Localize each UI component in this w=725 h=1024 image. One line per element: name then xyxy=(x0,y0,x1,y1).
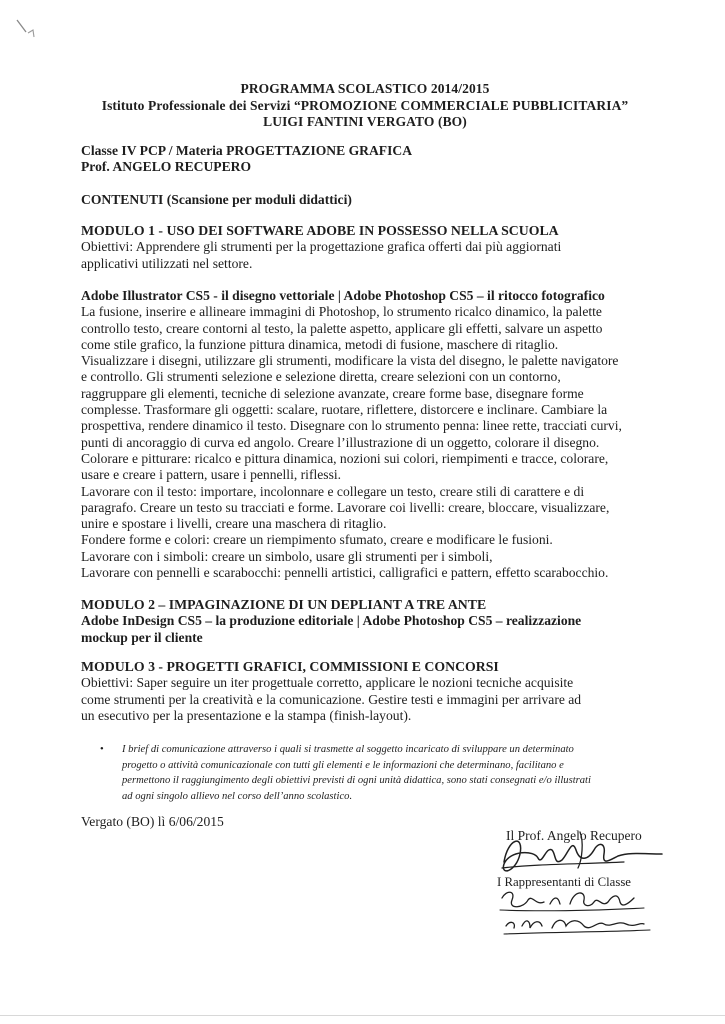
representatives-signature-label: I Rappresentanti di Classe xyxy=(497,875,631,889)
module-1-objective-line: Obiettivi: Apprendere gli strumenti per la progettazione grafica offerti dai più aggiornati xyxy=(81,239,562,255)
module-1-body-line: raggruppare gli elementi, tecniche di selezione avanzate, creare forme base, disegnare forme xyxy=(81,385,584,401)
class-subject-line: Classe IV PCP / Materia PROGETTAZIONE GRAFICA xyxy=(81,143,413,158)
module-1-body-line: come stile grafico, la funzione pittura dinamica, metodi di fusione, maschere di ritaglio. xyxy=(81,336,559,352)
module-1-body-line: Visualizzare i disegni, utilizzare gli strumenti, modificare la vista del disegno, le palette navigatore xyxy=(81,353,619,369)
note-line: permettono il raggiungimento degli obiettivi previsti di ogni unità didattica, sono stati consegnati e/o illustrati xyxy=(122,775,591,786)
module-1-body-line: Colorare e pitturare: ricalco e pittura dinamica, nozioni sui colori, riempimenti e tracce, colorare, xyxy=(81,450,609,466)
note-line: I brief di comunicazione attraverso i quali si trasmette al soggetto incaricato di sviluppare un determinato xyxy=(122,744,574,755)
module-2-title: MODULO 2 – IMPAGINAZIONE DI UN DEPLIANT A TRE ANTE xyxy=(81,597,487,612)
module-3-body-line: Obiettivi: Saper seguire un iter progettuale corretto, applicare le nozioni tecniche acquisite xyxy=(81,675,574,691)
module-3-body-line: come strumenti per la creatività e la comunicazione. Gestire testi e immagini per arrivare ad xyxy=(81,691,582,707)
module-1-body-line: Fondere forme e colori: creare un riempimento sfumato, creare e modificare le fusioni. xyxy=(81,532,553,548)
corner-scan-mark xyxy=(14,18,40,44)
page-bottom-edge xyxy=(0,1015,725,1016)
brief-note xyxy=(100,742,660,804)
bullet-point: • xyxy=(100,744,104,755)
module-3-body-line: un esecutivo per la presentazione e la stampa (finish-layout). xyxy=(81,707,412,723)
module-1-title: MODULO 1 - USO DEI SOFTWARE ADOBE IN POSSESSO NELLA SCUOLA xyxy=(81,223,559,238)
module-2-subtitle-line: Adobe InDesign CS5 – la produzione editoriale | Adobe Photoshop CS5 – realizzazione xyxy=(81,613,582,629)
teacher-line: Prof. ANGELO RECUPERO xyxy=(81,159,252,175)
header-program-title: PROGRAMMA SCOLASTICO 2014/2015 xyxy=(240,81,490,96)
note-line: ad ogni singolo allievo nel corso dell’anno scolastico. xyxy=(122,790,353,802)
module-1-body-line: usare e creare i pattern, usare i pennelli, riflessi. xyxy=(81,467,342,483)
signature-area xyxy=(494,820,674,940)
module-1-body-line: paragrafo. Creare un testo su tracciati e forme. Lavorare coi livelli: creare, bloccare, visualizzare, xyxy=(81,499,610,515)
module-1-body-line: prospettiva, rendere dinamico il testo. Disegnare con lo strumento penna: linee rette, tracciati curvi, xyxy=(81,418,622,434)
module-1-body-line: unire e spostare i livelli, creare una maschera di ritaglio. xyxy=(81,516,387,532)
module-2-subtitle-line: mockup per il cliente xyxy=(81,629,203,645)
header-school-location: LUIGI FANTINI VERGATO (BO) xyxy=(263,114,467,129)
module-1-body-line: Lavorare con pennelli e scarabocchi: pennelli artistici, calligrafici e pattern, effetto scarabocchio. xyxy=(81,565,609,581)
module-1-body-line: Lavorare con il testo: importare, incolonnare e collegare un testo, creare stili di carattere e di xyxy=(81,483,585,499)
module-1-objective-line: applicativi utilizzati nel settore. xyxy=(81,255,253,271)
module-2 xyxy=(81,597,641,646)
module-1-body-line: controllo testo, creare contorni al testo, la palette aspetto, applicare gli effetti, salvare un aspetto xyxy=(81,320,603,336)
module-1-body-line: La fusione, inserire e allineare immagini di Photoshop, lo strumento ricalco dinamico, la palette xyxy=(81,304,602,320)
module-1-body-line: Lavorare con i simboli: creare un simbolo, usare gli strumenti per i simboli, xyxy=(81,548,493,564)
place-and-date: Vergato (BO) lì 6/06/2015 xyxy=(81,814,224,829)
module-1-content xyxy=(81,288,641,581)
contents-heading-text: CONTENUTI (Scansione per moduli didattici) xyxy=(81,192,352,207)
course-info xyxy=(81,143,641,176)
contents-heading xyxy=(81,192,641,208)
module-3-title: MODULO 3 - PROGETTI GRAFICI, COMMISSIONI E CONCORSI xyxy=(81,659,499,674)
document-header xyxy=(80,81,650,131)
professor-signature-label: Il Prof. Angelo Recupero xyxy=(506,828,642,843)
header-institute: Istituto Professionale dei Servizi “PROMOZIONE COMMERCIALE PUBBLICITARIA” xyxy=(101,97,629,113)
module-1-body-line: complesse. Trasformare gli oggetti: scalare, ruotare, riflettere, distorcere e inclinare. Cambiare la xyxy=(81,402,608,418)
module-1-body-line: e controllo. Gli strumenti selezione e selezione diretta, creare selezioni con un contorno, xyxy=(81,369,561,385)
module-3 xyxy=(81,659,641,724)
note-line: progetto o attività comunicazionale con tutti gli elementi e le informazioni che determinano, facilitano e xyxy=(122,759,564,771)
module-1-subtitle: Adobe Illustrator CS5 - il disegno vettoriale | Adobe Photoshop CS5 – il ritocco fotografico xyxy=(81,288,605,303)
module-1-title-block xyxy=(81,223,641,272)
module-1-body-line: punti di ancoraggio di curva ed angolo. Creare l’illustrazione di un oggetto, colorare il disegno. xyxy=(81,434,600,450)
